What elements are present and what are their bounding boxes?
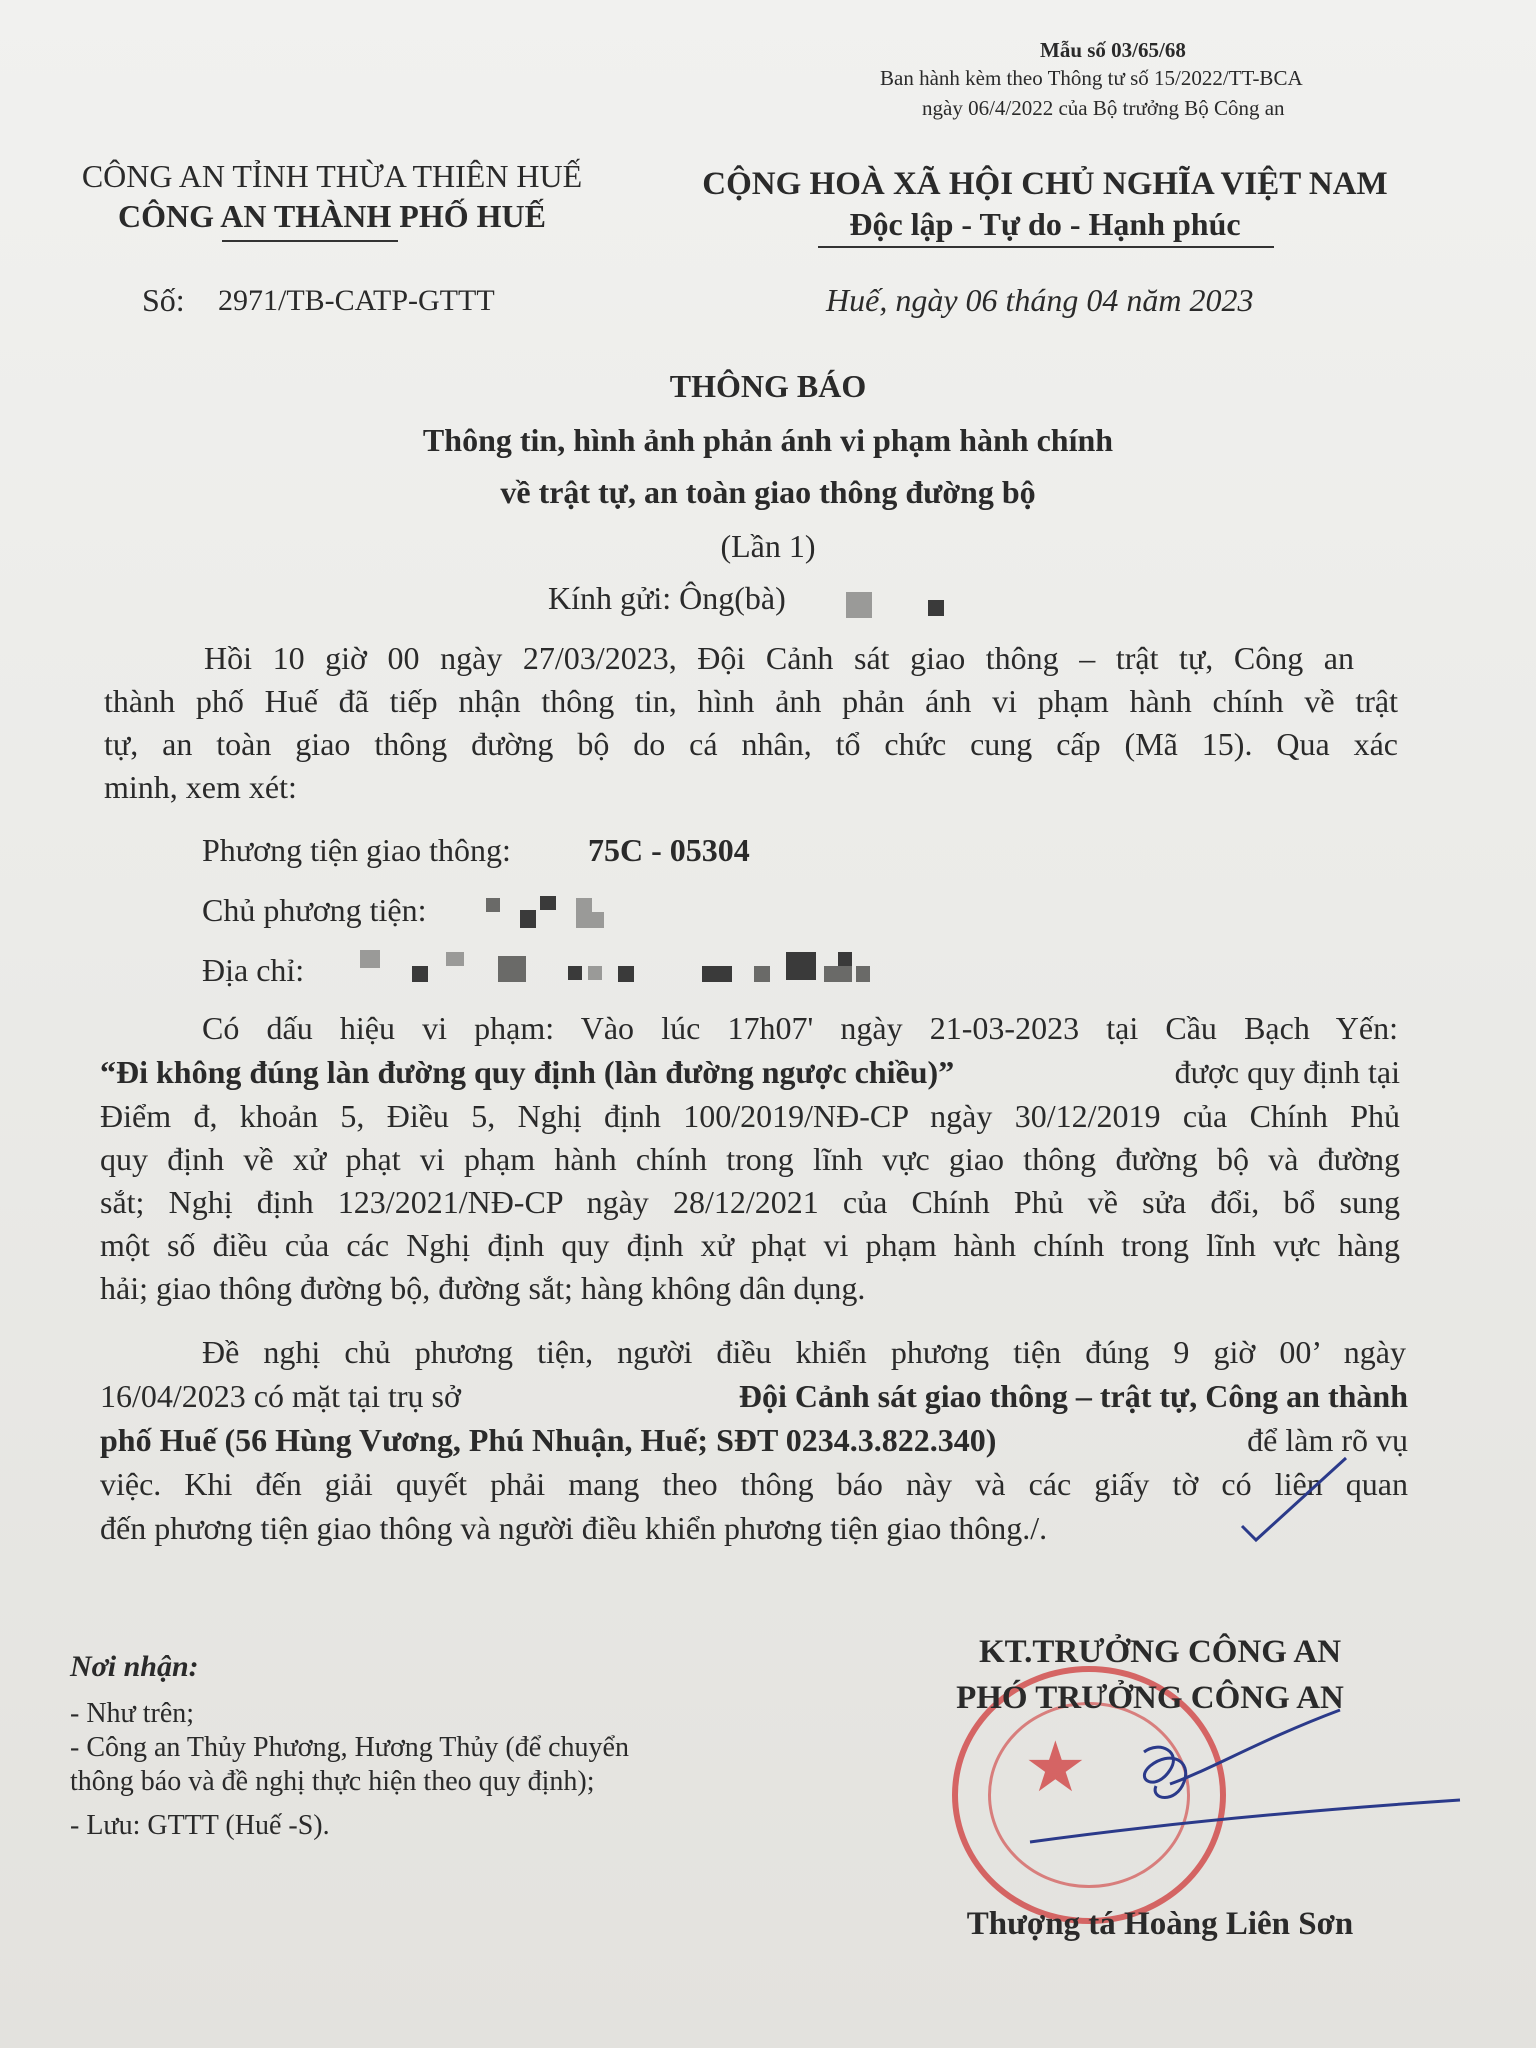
- redaction: [846, 592, 872, 618]
- paragraph-text: để làm rõ vụ: [1247, 1422, 1408, 1458]
- paragraph-line: Hồi 10 giờ 00 ngày 27/03/2023, Đội Cảnh sát giao thông – trật tự, Công an: [204, 640, 1354, 676]
- office-address: phố Huế (56 Hùng Vương, Phú Nhuận, Huế; SĐT 0234.3.822.340): [100, 1422, 997, 1458]
- owner-label: Chủ phương tiện:: [202, 892, 427, 928]
- redaction: [838, 952, 852, 966]
- agency-parent: CÔNG AN TỈNH THỪA THIÊN HUẾ: [81, 158, 583, 194]
- doc-number: 2971/TB-CATP-GTTT: [218, 284, 495, 317]
- paragraph-line: [100, 1378, 1408, 1415]
- redaction: [618, 966, 634, 982]
- paragraph-text: 16/04/2023 có mặt tại trụ sở: [100, 1378, 461, 1414]
- recipient-item: - Lưu: GTTT (Huế -S).: [70, 1810, 330, 1841]
- redaction: [360, 950, 380, 968]
- redaction: [590, 912, 604, 928]
- signature: [1010, 1700, 1470, 1860]
- doc-date: Huế, ngày 06 tháng 04 năm 2023: [826, 282, 1254, 318]
- paragraph-line: Điểm đ, khoản 5, Điều 5, Nghị định 100/2019/NĐ-CP ngày 30/12/2019 của Chính Phủ: [100, 1098, 1400, 1134]
- recipient-line: Kính gửi: Ông(bà): [548, 580, 786, 616]
- sign-title-1: KT.TRƯỞNG CÔNG AN: [978, 1634, 1342, 1670]
- recipient-item: - Như trên;: [70, 1698, 195, 1729]
- motto-underline: [818, 246, 1274, 248]
- redaction: [520, 910, 536, 928]
- form-code: Mẫu số 03/65/68: [1040, 38, 1186, 62]
- agency-underline: [222, 240, 398, 242]
- check-mark: [1236, 1448, 1366, 1548]
- address-label: Địa chỉ:: [202, 952, 305, 988]
- paragraph-line: việc. Khi đến giải quyết phải mang theo thông báo này và các giấy tờ có liên quan: [100, 1466, 1408, 1502]
- vehicle-plate: 75C - 05304: [588, 832, 750, 868]
- paragraph-line: tự, an toàn giao thông đường bộ do cá nhân, tổ chức cung cấp (Mã 15). Qua xác: [104, 726, 1398, 762]
- paragraph-line: một số điều của các Nghị định quy định xử phạt vi phạm hành chính trong lĩnh vực hàng: [100, 1227, 1400, 1263]
- paragraph-line: thành phố Huế đã tiếp nhận thông tin, hình ảnh phản ánh vi phạm hành chính về trật: [104, 683, 1398, 719]
- paragraph-line: minh, xem xét:: [104, 769, 297, 805]
- redaction: [412, 966, 428, 982]
- redaction: [754, 966, 770, 982]
- redaction: [446, 952, 464, 966]
- national-motto: Độc lập - Tự do - Hạnh phúc: [849, 206, 1241, 242]
- official-seal: ★: [952, 1666, 1226, 1924]
- paragraph-line: Có dấu hiệu vi phạm: Vào lúc 17h07' ngày 21-03-2023 tại Cầu Bạch Yến:: [202, 1010, 1398, 1046]
- paragraph-line: sắt; Nghị định 123/2021/NĐ-CP ngày 28/12/2021 của Chính Phủ về sửa đổi, bổ sung: [100, 1184, 1400, 1220]
- recipient-item: thông báo và đề nghị thực hiện theo quy định);: [70, 1766, 595, 1797]
- redaction: [540, 896, 556, 910]
- paragraph-text: được quy định tại: [1174, 1054, 1400, 1090]
- form-basis-line2: ngày 06/4/2022 của Bộ trưởng Bộ Công an: [922, 96, 1285, 120]
- sign-title-2: PHÓ TRƯỞNG CÔNG AN: [956, 1680, 1344, 1716]
- doc-subtitle-1: Thông tin, hình ảnh phản ánh vi phạm hành chính: [422, 422, 1114, 458]
- redaction: [702, 966, 732, 982]
- agency-name: CÔNG AN THÀNH PHỐ HUẾ: [118, 198, 546, 234]
- redaction: [588, 966, 602, 980]
- redaction: [856, 966, 870, 982]
- signer-name: Thượng tá Hoàng Liên Sơn: [966, 1906, 1354, 1942]
- paragraph-line: [100, 1422, 1408, 1459]
- doc-round: (Lần 1): [720, 528, 816, 564]
- doc-title: THÔNG BÁO: [669, 368, 867, 404]
- nation-name: CỘNG HOÀ XÃ HỘI CHỦ NGHĨA VIỆT NAM: [702, 166, 1388, 202]
- redaction: [568, 966, 582, 980]
- paragraph-line: hải; giao thông đường bộ, đường sắt; hàng không dân dụng.: [100, 1270, 866, 1306]
- doc-number-label: Số:: [142, 282, 185, 318]
- redaction: [824, 966, 852, 982]
- paragraph-line: Đề nghị chủ phương tiện, người điều khiển phương tiện đúng 9 giờ 00’ ngày: [202, 1334, 1406, 1370]
- paragraph-line: [100, 1054, 1400, 1091]
- redaction: [486, 898, 500, 912]
- redaction: [786, 952, 816, 980]
- paragraph-line: quy định về xử phạt vi phạm hành chính trong lĩnh vực giao thông đường bộ và đường: [100, 1141, 1400, 1177]
- recipients-title: Nơi nhận:: [70, 1650, 199, 1683]
- paragraph-line: đến phương tiện giao thông và người điều khiển phương tiện giao thông./.: [100, 1510, 1048, 1546]
- redaction: [928, 600, 944, 616]
- office-name: Đội Cảnh sát giao thông – trật tự, Công an thành: [738, 1378, 1408, 1414]
- form-basis-line1: Ban hành kèm theo Thông tư số 15/2022/TT-BCA: [880, 66, 1303, 90]
- recipient-item: - Công an Thủy Phương, Hương Thủy (để chuyển: [70, 1732, 629, 1763]
- doc-subtitle-2: về trật tự, an toàn giao thông đường bộ: [500, 474, 1036, 510]
- vehicle-label: Phương tiện giao thông:: [202, 832, 511, 868]
- redaction: [498, 956, 526, 982]
- violation-description: “Đi không đúng làn đường quy định (làn đường ngược chiều)”: [100, 1054, 955, 1090]
